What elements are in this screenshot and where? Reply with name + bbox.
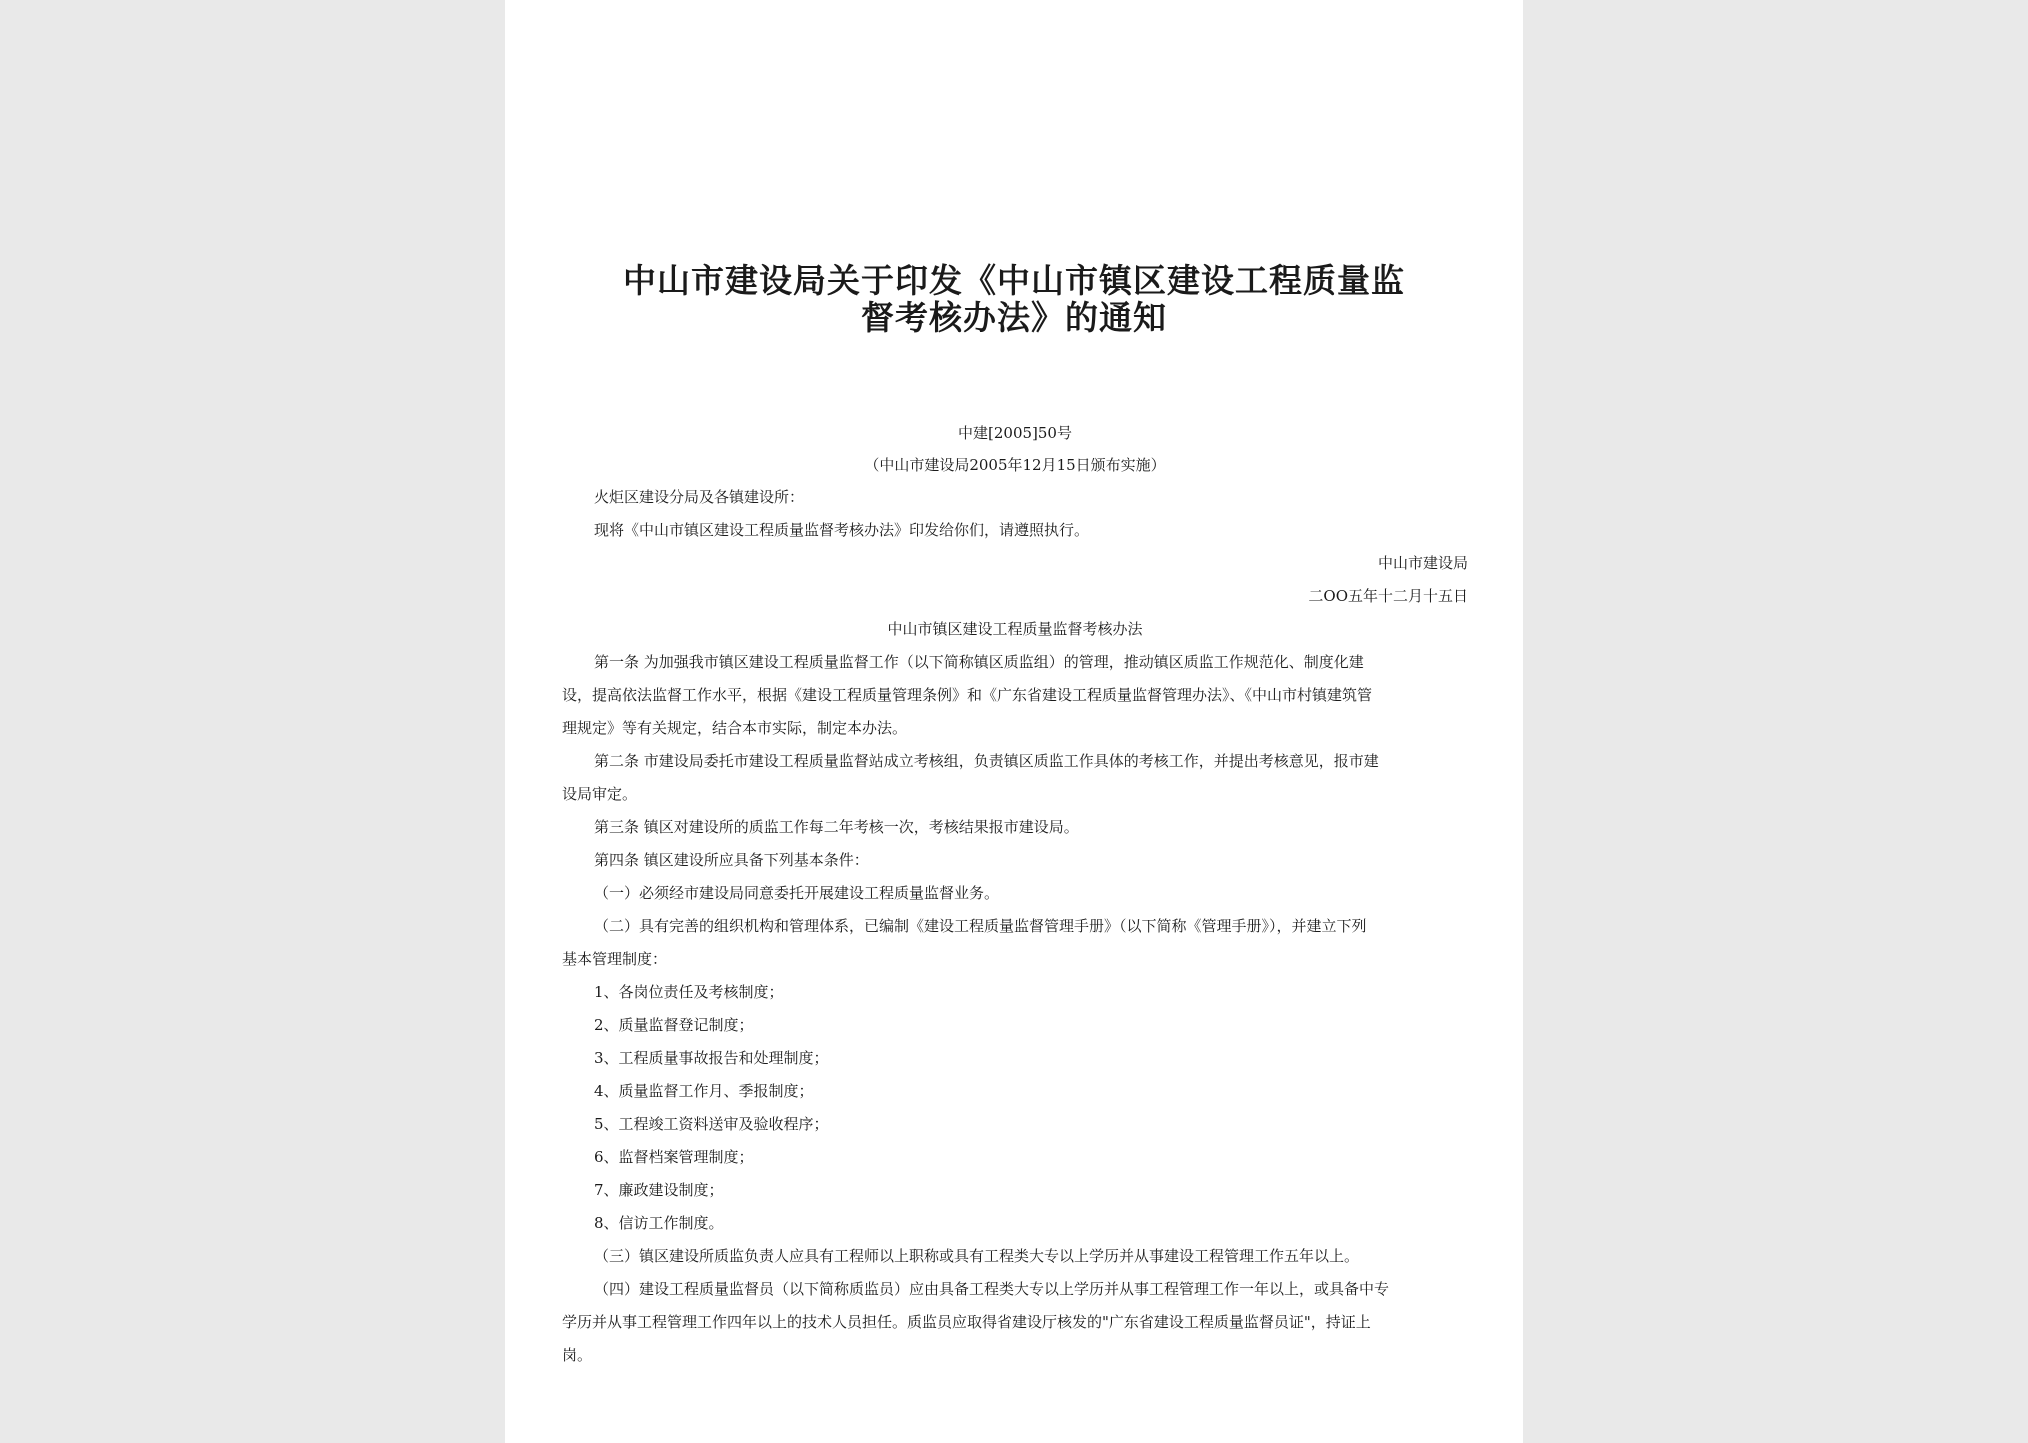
list-item: 8、信访工作制度。: [594, 1214, 724, 1232]
document-title: [601, 262, 1427, 336]
list-item: 6、监督档案管理制度；: [594, 1148, 754, 1166]
body-line: 设局审定。: [562, 785, 638, 803]
addressee: 火炬区建设分局及各镇建设所：: [594, 488, 805, 506]
body-line: 岗。: [562, 1346, 593, 1364]
issue-date: 二OO五年十二月十五日: [1308, 587, 1468, 605]
body-line: 第二条 市建设局委托市建设工程质量监督站成立考核组，负责镇区质监工作具体的考核工作，并提出考核意见，报市建: [594, 752, 1379, 770]
sub-title: 中山市镇区建设工程质量监督考核办法: [887, 620, 1143, 638]
body-line: （一）必须经市建设局同意委托开展建设工程质量监督业务。: [594, 884, 1000, 902]
issued-note: （中山市建设局2005年12月15日颁布实施）: [864, 456, 1166, 474]
body-line: 理规定》等有关规定，结合本市实际，制定本办法。: [562, 719, 908, 737]
list-item: 2、质量监督登记制度；: [594, 1016, 754, 1034]
body-line: （三）镇区建设所质监负责人应具有工程师以上职称或具有工程类大专以上学历并从事建设工程管理工作五年以上。: [594, 1247, 1360, 1265]
intro-paragraph: 现将《中山市镇区建设工程质量监督考核办法》印发给你们，请遵照执行。: [594, 521, 1090, 539]
document-page: [505, 0, 1523, 1443]
title-line-1: 中山市建设局关于印发《中山市镇区建设工程质量监: [623, 261, 1405, 300]
body-line: （二）具有完善的组织机构和管理体系，已编制《建设工程质量监督管理手册》（以下简称《管理手册》），并建立下列: [594, 917, 1367, 935]
document-number: 中建[2005]50号: [958, 424, 1072, 442]
body-line: （四）建设工程质量监督员（以下简称质监员）应由具备工程类大专以上学历并从事工程管理工作一年以上，或具备中专: [594, 1280, 1390, 1298]
body-line: 基本管理制度：: [562, 950, 668, 968]
list-item: 5、工程竣工资料送审及验收程序；: [594, 1115, 829, 1133]
body-line: 第三条 镇区对建设所的质监工作每二年考核一次，考核结果报市建设局。: [594, 818, 1079, 836]
body-line: 学历并从事工程管理工作四年以上的技术人员担任。质监员应取得省建设厅核发的"广东省建设工程质量监督员证"，持证上: [562, 1313, 1371, 1331]
list-item: 3、工程质量事故报告和处理制度；: [594, 1049, 829, 1067]
title-line-2: 督考核办法》的通知: [861, 298, 1167, 337]
signer: 中山市建设局: [1377, 554, 1468, 572]
body-line: 设，提高依法监督工作水平，根据《建设工程质量管理条例》和《广东省建设工程质量监督管理办法》、《中山市村镇建筑管: [562, 686, 1373, 704]
list-item: 7、廉政建设制度；: [594, 1181, 724, 1199]
list-item: 4、质量监督工作月、季报制度；: [594, 1082, 814, 1100]
body-line: 第四条 镇区建设所应具备下列基本条件：: [594, 851, 869, 869]
body-line: 第一条 为加强我市镇区建设工程质量监督工作（以下简称镇区质监组）的管理，推动镇区质监工作规范化、制度化建: [594, 653, 1364, 671]
list-item: 1、各岗位责任及考核制度；: [594, 983, 784, 1001]
